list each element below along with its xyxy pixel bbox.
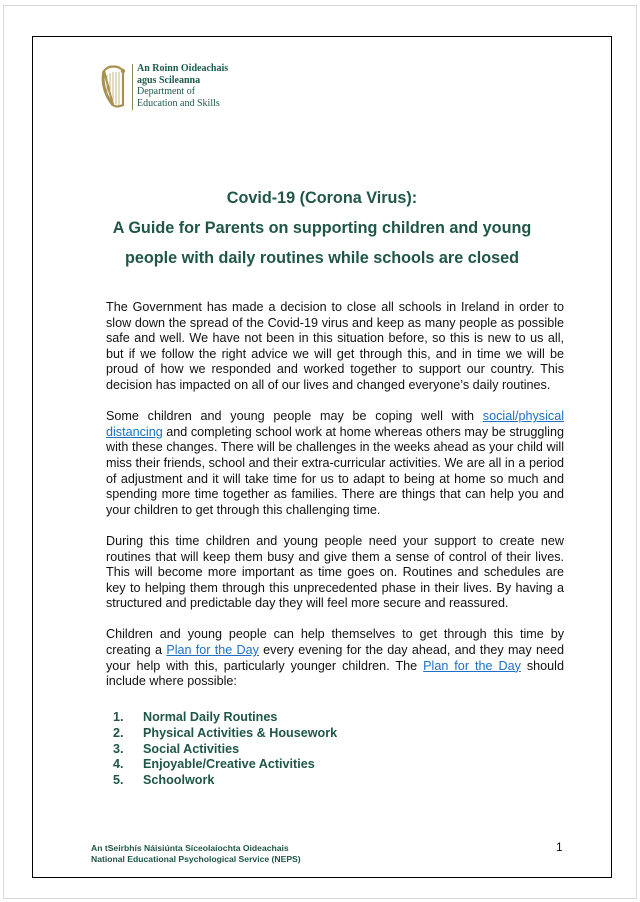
- paragraph-4: [106, 627, 564, 689]
- title-line-2: A Guide for Parents on supporting children and young: [112, 219, 532, 237]
- title-line-1: Covid-19 (Corona Virus):: [226, 189, 418, 207]
- harp-icon: [99, 65, 127, 109]
- page-number: 1: [556, 840, 563, 854]
- list-item-label: Schoolwork: [143, 773, 215, 788]
- list-item-number: 2.: [113, 725, 124, 740]
- logo-line-4: Education and Skills: [137, 97, 220, 109]
- paragraph-2-rest: and completing school work at home whereas others may be struggling with these changes. There will be challenges in the weeks ahead as your child will miss their friends, school and their extra-curricular activities. We are all in a period of adjustment and it will take time for us to adapt to being at home so much and spending more time together as families. There are things that can help you and your children to get through this challenging time.: [106, 424, 564, 517]
- list-item: [113, 742, 533, 758]
- document-sheet: [3, 5, 637, 899]
- list-item: [113, 773, 533, 789]
- list-item-number: 5.: [113, 773, 124, 788]
- logo-divider: [132, 64, 133, 110]
- list-item-number: 3.: [113, 741, 124, 756]
- plan-for-the-day-link-2[interactable]: Plan for the Day: [423, 658, 521, 673]
- list-item-label: Enjoyable/Creative Activities: [143, 757, 315, 772]
- footer-english-name: National Educational Psychological Service (NEPS): [91, 854, 301, 864]
- list-item: [113, 757, 533, 773]
- logo-line-1: An Roinn Oideachais: [137, 63, 229, 74]
- paragraph-1: The Government has made a decision to close all schools in Ireland in order to slow down the spread of the Covid-19 virus and keep as many people as possible safe and well. We have not been in this situation before, so this is new to us all, but if we follow the right advice we will get through this, and in time we will be proud of how we responded and worked together to support our country. This decision has impacted on all of our lives and changed everyone’s daily routines.: [106, 300, 564, 392]
- paragraph-2-start: Some children and young people may be coping well with: [106, 409, 483, 424]
- document-page: [32, 36, 612, 878]
- plan-for-the-day-link[interactable]: Plan for the Day: [166, 643, 259, 658]
- paragraph-4-part-a: Children and young people can help themselves to get through this time by creating a: [106, 627, 564, 658]
- list-item: [113, 710, 533, 726]
- logo-line-2: agus Scileanna: [137, 74, 201, 86]
- list-item-label: Physical Activities & Housework: [143, 725, 338, 740]
- document-body: [106, 300, 564, 705]
- logo-line-3: Department of: [137, 86, 196, 97]
- page-footer: [91, 843, 391, 865]
- paragraph-3: During this time children and young people need your support to create new routines that will keep them busy and give them a sense of control of their lives. This will become more important as time goes on. Routines and schedules are key to helping them through this unprecedented phase in their lives. By having a structured and predictable day they will feel more secure and reassured.: [106, 533, 564, 611]
- paragraph-2: [106, 409, 564, 518]
- paragraph-4-part-b: every evening for the day ahead, and they may need your help with this, particularly younger children. The: [106, 643, 564, 673]
- list-item-number: 1.: [113, 710, 124, 724]
- list-item: [113, 726, 533, 742]
- list-item-number: 4.: [113, 757, 124, 772]
- social-distancing-link[interactable]: social/physical distancing: [106, 409, 564, 439]
- department-name: [137, 63, 307, 109]
- title-line-3: people with daily routines while schools are closed: [125, 249, 519, 267]
- plan-components-list: [113, 710, 533, 789]
- footer-irish-name: An tSeirbhís Náisiúnta Síceolaíochta Oideachais: [91, 843, 289, 853]
- document-title: [33, 183, 611, 273]
- list-item-label: Social Activities: [143, 741, 240, 756]
- list-item-label: Normal Daily Routines: [143, 710, 278, 724]
- paragraph-4-part-c: should include where possible:: [106, 658, 564, 689]
